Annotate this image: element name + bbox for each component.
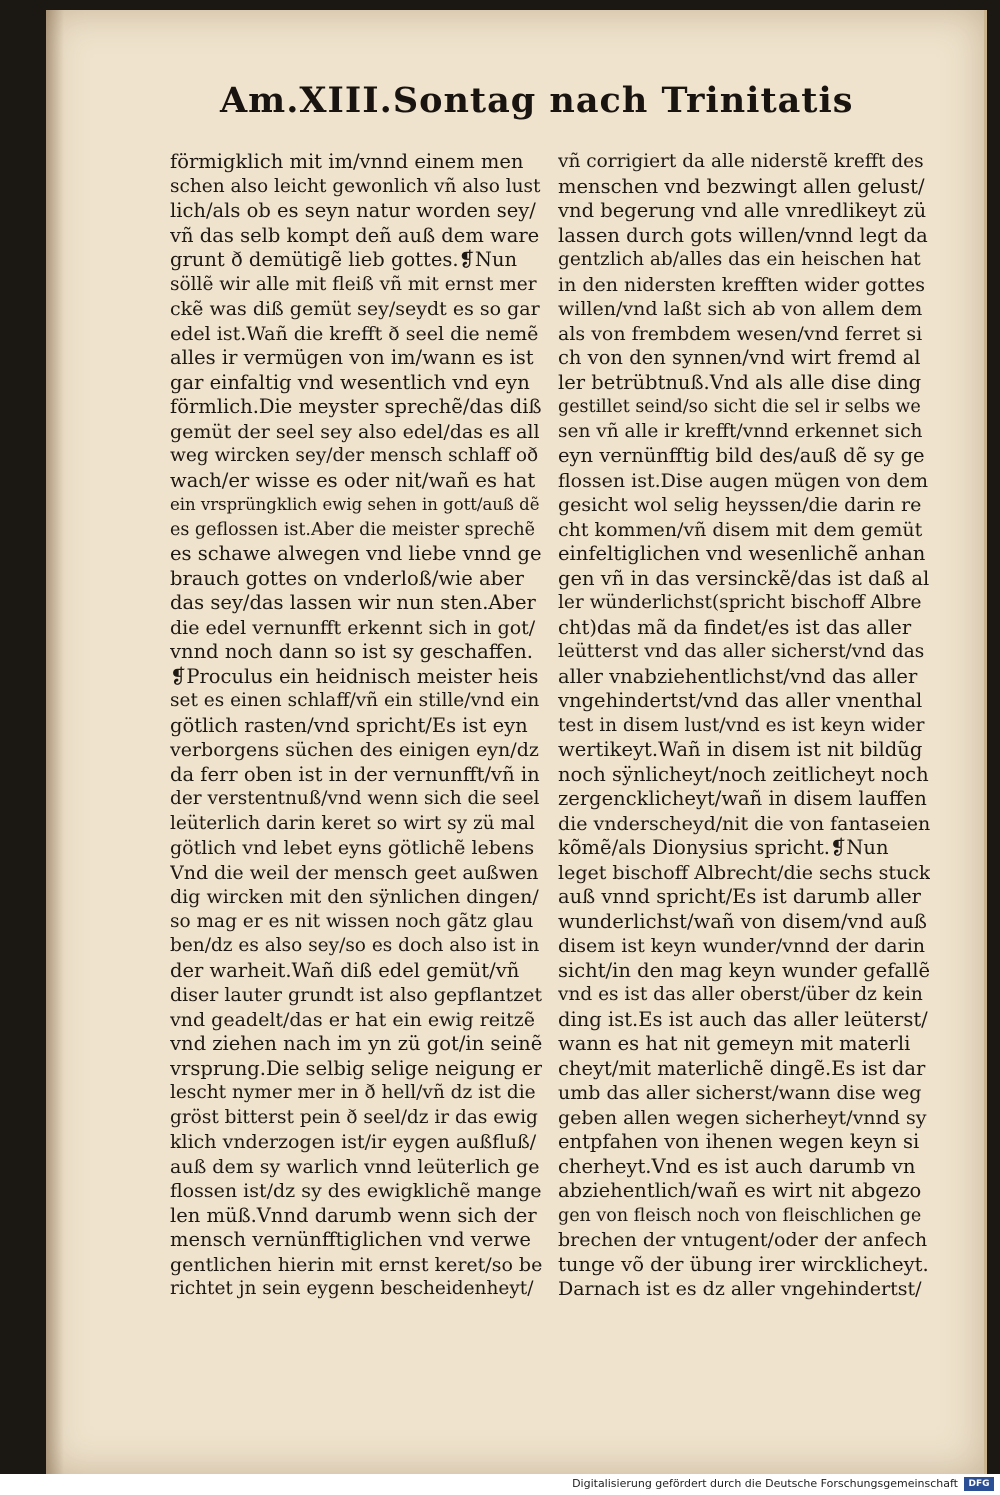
text-line: ch von den synnen/vnd wirt fremd al (558, 346, 921, 369)
footer-bar (0, 1474, 1000, 1495)
text-line: ler betrübtnuß.Vnd als alle dise ding (558, 370, 922, 394)
text-line: gentzlich ab/alles das ein heischen hat (558, 249, 921, 270)
text-line: leütterst vnd das aller sicherst/vnd das (558, 641, 925, 662)
text-line: es geflossen ist.Aber die meister sprechẽ (170, 519, 536, 540)
text-line: auß dem sy warlich vnnd leüterlich ge (170, 1155, 540, 1178)
text-line: leüterlich darin keret so wirt sy zü mal (170, 812, 535, 834)
text-line: die vnderscheyd/nit die von fantaseien (558, 812, 930, 835)
text-line: der verstentnuß/vnd wenn sich die seel (170, 788, 540, 809)
text-line: noch sÿnlicheyt/noch zeitlicheyt noch (558, 762, 929, 786)
text-line: cht kommen/vñ disem mit dem gemüt (558, 518, 923, 541)
funding-credit: Digitalisierung gefördert durch die Deutsche Forschungsgemeinschaft (572, 1477, 958, 1490)
text-line: götlich rasten/vnd spricht/Es ist eyn (170, 713, 528, 737)
text-line: flossen ist.Dise augen mügen von dem (558, 469, 929, 492)
text-line: flossen ist/dz sy des ewigklichẽ mange (170, 1180, 542, 1202)
text-line: brauch gottes on vnderloß/wie aber (170, 566, 524, 590)
text-line: umb das aller sicherst/wann dise weg (558, 1082, 922, 1104)
text-line: len müß.Vnnd darumb wenn sich der (170, 1203, 537, 1227)
text-line: Darnach ist es dz aller vngehindertst/ (558, 1278, 922, 1300)
text-line: der warheit.Wañ diß edel gemüt/vñ (170, 958, 520, 982)
text-line: ❡Proculus ein heidnisch meister heis (170, 664, 539, 688)
text-line: kõmẽ/als Dionysius spricht.❡Nun (558, 836, 889, 859)
text-line: vrsprung.Die selbig selige neigung er (170, 1056, 542, 1080)
text-line: das sey/das lassen wir nun sten.Aber (170, 591, 536, 614)
text-line: cheyt/mit materlichẽ dingẽ.Es ist dar (558, 1056, 926, 1080)
text-line: sen vñ alle ir krefft/vnnd erkennet sich (558, 420, 923, 442)
text-line: richtet jn sein eygenn bescheidenheyt/ (170, 1278, 534, 1299)
text-line: dig wircken mit den sÿnlichen dingen/ (170, 886, 539, 908)
text-line: gröst bitterst pein ð seel/dz ir das ewig (170, 1106, 538, 1128)
page-gutter-shadow (46, 10, 64, 1474)
text-line: gen von fleisch noch von fleischlichen ge (558, 1205, 922, 1226)
text-line: wertikeyt.Wañ in disem ist nit bildũg (558, 738, 923, 761)
text-line: wach/er wisse es oder nit/wañ es hat (170, 468, 536, 492)
text-line: vngehindertst/vnd das aller vnenthal (558, 689, 923, 712)
text-line: gemüt der seel sey also edel/das es all (170, 420, 540, 443)
text-line: ben/dz es also sey/so es doch also ist in (170, 935, 540, 956)
dfg-logo: DFG (964, 1477, 994, 1491)
text-line: gar einfaltig vnd wesentlich vnd eyn (170, 370, 530, 394)
text-column-left (170, 150, 542, 1302)
text-line: aller vnabziehentlichst/vnd das aller (558, 664, 918, 688)
text-line: ding ist.Es ist auch das aller leüterst/ (558, 1007, 928, 1031)
text-line: vnd ziehen nach im yn zü got/in seinẽ (170, 1032, 542, 1055)
text-line: die edel vernunfft erkennt sich in got/ (170, 616, 536, 639)
text-line: set es einen schlaff/vñ ein stille/vnd ein (170, 690, 540, 711)
text-line: mensch vernünfftiglichen vnd verwe (170, 1228, 531, 1251)
text-line: eyn vernünfftig bild des/auß dẽ sy ge (558, 444, 925, 467)
text-line: cht)das mã da findet/es ist das aller (558, 615, 912, 639)
text-line: lich/als ob es seyn natur worden sey/ (170, 199, 536, 222)
text-line: auß vnnd spricht/Es ist darumb aller (558, 885, 921, 908)
text-line: gentlichen hierin mit ernst keret/so be (170, 1253, 542, 1276)
text-line: als von frembdem wesen/vnd ferret si (558, 322, 923, 345)
text-line: Vnd die weil der mensch geet außwen (170, 861, 539, 884)
text-line: förmlich.Die meyster sprechẽ/das diß (170, 395, 542, 418)
text-line: lescht nymer mer in ð hell/vñ dz ist die (170, 1082, 536, 1103)
text-line: weg wircken sey/der mensch schlaff oð (170, 445, 539, 466)
text-line: gestillet seind/so sicht die sel ir selbs we (558, 397, 921, 417)
text-line: menschen vnd bezwingt allen gelust/ (558, 174, 925, 198)
text-line: entpfahen von ihenen wegen keyn si (558, 1130, 920, 1153)
text-line: ckẽ was diß gemüt sey/seydt es so gar (170, 298, 540, 320)
text-line: ler wünderlichst(spricht bischoff Albre (558, 592, 922, 613)
text-line: vñ das selb kompt deñ auß dem ware (170, 223, 540, 247)
text-line: leget bischoff Albrecht/die sechs stuck (558, 861, 930, 884)
text-line: in den nidersten krefften wider gottes (558, 273, 925, 296)
text-line: gen vñ in das versinckẽ/das ist daß al (558, 566, 930, 590)
text-line: wann es hat nit gemeyn mit materli (558, 1032, 911, 1055)
text-line: geben allen wegen sicherheyt/vnnd sy (558, 1106, 927, 1129)
text-line: willen/vnd laßt sich ab von allem dem (558, 298, 923, 320)
text-line: da ferr oben ist in der vernunfft/vñ in (170, 762, 540, 786)
text-line: alles ir vermügen von im/wann es ist (170, 346, 534, 369)
text-line: tunge võ der übung irer wircklicheyt. (558, 1252, 929, 1276)
text-line: brechen der vntugent/oder der anfech (558, 1229, 928, 1251)
text-line: ein vrsprüngklich ewig sehen in gott/auß dẽ (170, 495, 540, 514)
text-line: lassen durch gots willen/vnnd legt da (558, 223, 928, 247)
text-line: söllẽ wir alle mit fleiß vñ mit ernst mer (170, 273, 537, 295)
text-line: vnd es ist das aller oberst/über dz kein (558, 984, 923, 1005)
text-line: vnd geadelt/das er hat ein ewig reitzẽ (170, 1008, 535, 1031)
text-line: disem ist keyn wunder/vnnd der darin (558, 935, 926, 957)
text-line: sicht/in den mag keyn wunder gefallẽ (558, 958, 930, 982)
text-line: vñ corrigiert da alle niderstẽ krefft des (558, 151, 924, 172)
text-line: grunt ð demütigẽ lieb gottes.❡Nun (170, 248, 518, 271)
text-line: vnd begerung vnd alle vnredlikeyt zü (558, 199, 927, 222)
text-line: abziehentlich/wañ es wirt nit abgezo (558, 1179, 922, 1202)
text-column-right (558, 150, 930, 1302)
text-line: es schawe alwegen vnd liebe vnnd ge (170, 542, 542, 565)
text-line: einfeltiglichen vnd wesenlichẽ anhan (558, 542, 926, 565)
text-line: klich vnderzogen ist/ir eygen außfluß/ (170, 1131, 537, 1153)
text-line: test in disem lust/vnd es ist keyn wider (558, 714, 925, 736)
text-line: förmigklich mit im/vnnd einem men (170, 150, 524, 173)
text-line: schen also leicht gewonlich vñ also lust (170, 175, 541, 197)
text-line: götlich vnd lebet eyns götlichẽ lebens (170, 837, 535, 859)
text-line: gesicht wol selig heyssen/die darin re (558, 494, 922, 516)
text-line: edel ist.Wañ die krefft ð seel die nemẽ (170, 322, 539, 345)
text-line: cherheyt.Vnd es ist auch darumb vn (558, 1154, 916, 1178)
text-line: zergencklicheyt/wañ in disem lauffen (558, 787, 927, 810)
text-line: diser lauter grundt ist also gepflantzet (170, 984, 542, 1006)
text-line: verborgens süchen des einigen eyn/dz (170, 739, 539, 761)
text-line: so mag er es nit wissen noch gãtz glau (170, 910, 534, 932)
text-line: wunderlichst/wañ von disem/vnd auß (558, 909, 927, 933)
text-line: vnnd noch dann so ist sy geschaffen. (170, 640, 533, 663)
page-heading: Am.XIII.Sontag nach Trinitatis (220, 80, 854, 121)
